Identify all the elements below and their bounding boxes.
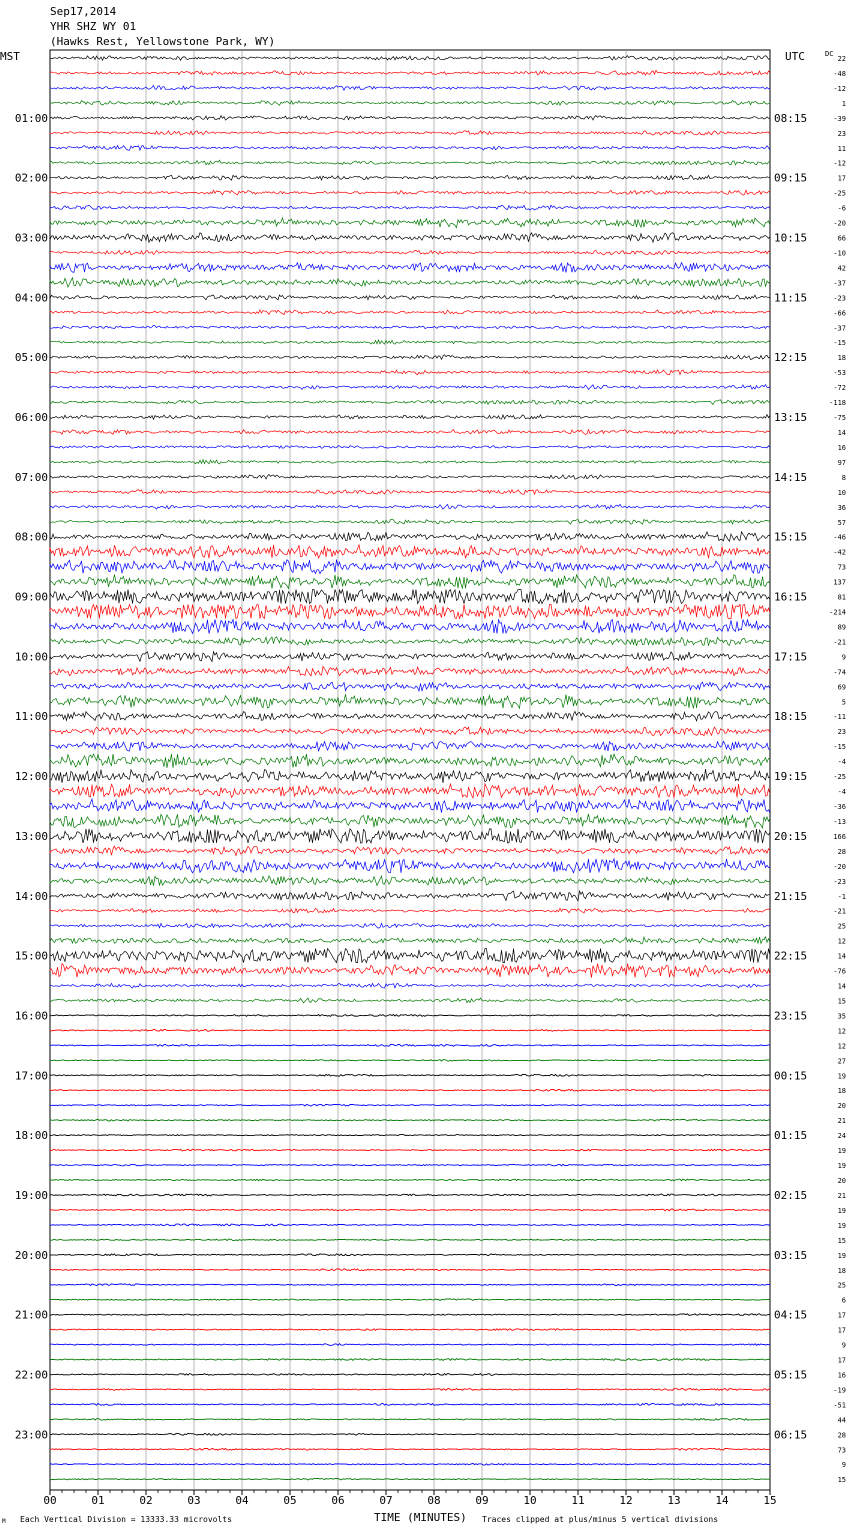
dc-offset-label: 28 (837, 847, 846, 856)
seismic-trace (50, 1269, 770, 1271)
dc-offset-label: 166 (833, 832, 846, 841)
x-tick-label: 03 (187, 1494, 201, 1507)
seismic-trace (50, 190, 770, 195)
dc-offset-label: 14 (837, 952, 846, 961)
seismic-trace (50, 340, 770, 344)
dc-offset-label: -37 (833, 279, 846, 288)
seismic-trace (50, 446, 770, 449)
seismic-trace (50, 1389, 770, 1391)
mst-timezone-label: MST (0, 50, 20, 63)
seismic-trace (50, 218, 770, 228)
seismic-trace (50, 1419, 770, 1421)
x-tick-label: 08 (427, 1494, 441, 1507)
seismic-trace (50, 1045, 770, 1047)
dc-offset-label: 5 (841, 698, 846, 707)
dc-offset-label: 36 (837, 503, 846, 512)
x-tick-label: 09 (475, 1494, 489, 1507)
dc-offset-label: 19 (837, 1206, 846, 1215)
seismic-trace (50, 278, 770, 287)
dc-offset-label: -23 (833, 877, 846, 886)
utc-hour-label: 04:15 (774, 1308, 808, 1322)
seismic-trace (50, 891, 770, 901)
dc-offset-label: -13 (833, 817, 846, 826)
seismic-trace (50, 784, 770, 798)
utc-hour-label: 12:15 (774, 351, 808, 365)
utc-hour-label: 18:15 (774, 710, 808, 724)
dc-offset-label: 14 (837, 982, 846, 991)
seismic-trace (50, 1179, 770, 1181)
seismic-trace (50, 205, 770, 210)
dc-offset-label: 19 (837, 1162, 846, 1171)
mst-hour-label: 22:00 (14, 1368, 48, 1382)
utc-hour-label: 09:15 (774, 171, 808, 185)
dc-offset-label: -36 (833, 803, 846, 811)
seismic-trace (50, 937, 770, 944)
utc-hour-label: 16:15 (774, 590, 808, 604)
x-tick-label: 13 (667, 1494, 681, 1507)
seismic-trace (50, 85, 770, 90)
dc-offset-label: 137 (833, 578, 846, 587)
dc-offset-label: 12 (837, 937, 846, 946)
mst-hour-label: 23:00 (14, 1428, 48, 1442)
dc-offset-label: 18 (837, 1087, 846, 1096)
seismic-trace (50, 637, 770, 646)
seismic-trace (50, 160, 770, 165)
dc-offset-label: -118 (829, 399, 846, 408)
seismic-trace (50, 1448, 770, 1450)
utc-hour-label: 21:15 (774, 889, 808, 903)
dc-offset-label: 22 (837, 55, 846, 63)
utc-hour-label: 10:15 (774, 231, 808, 245)
x-tick-label: 11 (571, 1494, 585, 1507)
seismic-trace (50, 1239, 770, 1241)
utc-hour-label: 15:15 (774, 530, 808, 544)
utc-hour-label: 05:15 (774, 1368, 808, 1382)
seismic-trace (50, 532, 770, 542)
seismic-trace (50, 769, 770, 783)
seismic-trace (50, 1374, 770, 1376)
utc-hour-label: 01:15 (774, 1129, 808, 1143)
dc-offset-label: -20 (833, 862, 846, 871)
dc-offset-label: -4 (837, 788, 846, 797)
dc-offset-label: 23 (837, 129, 846, 138)
dc-offset-label: 81 (837, 593, 846, 602)
seismic-trace (50, 727, 770, 736)
seismic-trace (50, 146, 770, 151)
clip-note: Traces clipped at plus/minus 5 vertical divisions (482, 1515, 719, 1524)
dc-offset-label: -10 (833, 249, 846, 258)
dc-offset-label: -75 (833, 414, 846, 423)
seismic-trace (50, 1299, 770, 1301)
dc-offset-label: -4 (837, 758, 846, 767)
seismic-trace (50, 964, 770, 978)
dc-offset-header: DC (825, 50, 834, 58)
x-tick-label: 02 (139, 1494, 153, 1507)
utc-hour-label: 13:15 (774, 411, 808, 425)
dc-offset-label: 97 (837, 458, 846, 467)
seismic-trace (50, 295, 770, 300)
utc-hour-label: 02:15 (774, 1188, 808, 1202)
dc-offset-label: 25 (837, 1281, 846, 1290)
dc-offset-label: 19 (837, 1072, 846, 1081)
mst-hour-label: 13:00 (14, 829, 48, 843)
dc-offset-label: 57 (837, 518, 846, 527)
x-tick-label: 07 (379, 1494, 393, 1507)
seismic-trace (50, 1404, 770, 1406)
seismic-trace (50, 829, 770, 843)
seismic-trace (50, 1060, 770, 1062)
dc-offset-label: -214 (829, 608, 846, 617)
plot-date: Sep17,2014 (50, 5, 117, 18)
dc-offset-label: 19 (837, 1147, 846, 1156)
seismic-trace (50, 590, 770, 604)
seismic-trace (50, 1359, 770, 1361)
seismic-trace (50, 846, 770, 855)
dc-offset-label: -23 (833, 294, 846, 303)
dc-offset-label: -1 (837, 892, 846, 901)
dc-offset-label: 35 (837, 1012, 846, 1021)
dc-offset-label: 10 (837, 488, 846, 497)
dc-offset-label: 9 (841, 653, 846, 662)
dc-offset-label: -6 (837, 204, 846, 213)
station-location: (Hawks Rest, Yellowstone Park, WY) (50, 35, 276, 48)
dc-offset-label: 73 (837, 563, 846, 572)
dc-offset-label: -21 (833, 638, 846, 647)
dc-offset-label: -25 (833, 773, 846, 782)
x-tick-label: 15 (763, 1494, 777, 1507)
seismic-trace (50, 116, 770, 121)
seismic-trace (50, 415, 770, 420)
dc-offset-label: 12 (837, 1042, 846, 1051)
dc-offset-label: -74 (833, 668, 846, 677)
seismic-trace (50, 998, 770, 1003)
mst-hour-label: 11:00 (14, 710, 48, 724)
seismic-trace (50, 430, 770, 435)
dc-offset-label: 9 (841, 1341, 846, 1350)
dc-offset-label: 18 (837, 1266, 846, 1275)
mst-hour-label: 02:00 (14, 171, 48, 185)
seismic-trace (50, 1224, 770, 1226)
corner-mark: M (2, 1518, 6, 1525)
dc-offset-label: -19 (833, 1386, 846, 1395)
dc-offset-label: 17 (837, 1311, 846, 1320)
dc-offset-label: 44 (837, 1416, 846, 1425)
seismic-trace (50, 652, 770, 662)
seismic-trace (50, 70, 770, 75)
seismic-trace (50, 475, 770, 480)
dc-offset-label: -15 (833, 339, 846, 348)
dc-offset-label: 19 (837, 1251, 846, 1260)
seismic-trace (50, 1314, 770, 1316)
dc-offset-label: 16 (837, 1371, 846, 1380)
x-tick-label: 04 (235, 1494, 249, 1507)
seismic-trace (50, 1135, 770, 1136)
seismic-trace (50, 1030, 770, 1032)
seismic-trace (50, 1074, 770, 1076)
dc-offset-label: 8 (841, 473, 846, 482)
seismic-trace (50, 1344, 770, 1346)
seismic-trace (50, 712, 770, 721)
dc-offset-label: 73 (837, 1446, 846, 1455)
seismic-trace (50, 923, 770, 928)
seismic-trace (50, 131, 770, 135)
dc-offset-label: 24 (837, 1132, 846, 1141)
dc-offset-label: 21 (837, 1191, 846, 1200)
dc-offset-label: 27 (837, 1057, 846, 1066)
mst-hour-label: 06:00 (14, 411, 48, 425)
mst-hour-label: 09:00 (14, 590, 48, 604)
mst-hour-label: 04:00 (14, 291, 48, 305)
seismic-trace (50, 400, 770, 405)
seismic-trace (50, 859, 770, 873)
dc-offset-label: 15 (837, 1476, 846, 1485)
seismic-trace (50, 250, 770, 254)
mst-hour-label: 14:00 (14, 889, 48, 903)
seismic-trace (50, 1149, 770, 1151)
x-tick-label: 06 (331, 1494, 345, 1507)
dc-offset-label: 23 (837, 728, 846, 737)
dc-offset-label: 20 (837, 1177, 846, 1185)
dc-offset-label: -51 (833, 1401, 846, 1410)
seismic-trace (50, 545, 770, 559)
mst-hour-label: 17:00 (14, 1069, 48, 1083)
mst-hour-label: 12:00 (14, 770, 48, 784)
x-axis-title: TIME (MINUTES) (374, 1511, 467, 1524)
seismic-trace (50, 1463, 770, 1465)
utc-hour-label: 23:15 (774, 1009, 808, 1023)
dc-offset-label: -72 (833, 384, 846, 393)
seismic-trace (50, 355, 770, 360)
seismic-trace (50, 682, 770, 691)
dc-offset-label: -20 (833, 219, 846, 228)
mst-hour-label: 16:00 (14, 1009, 48, 1023)
seismic-trace (50, 100, 770, 105)
utc-hour-label: 22:15 (774, 949, 808, 963)
dc-offset-label: -11 (833, 713, 846, 722)
dc-offset-label: -15 (833, 743, 846, 752)
seismic-trace (50, 575, 770, 589)
seismic-trace (50, 814, 770, 828)
seismic-trace (50, 310, 770, 315)
seismic-trace (50, 560, 770, 574)
dc-offset-label: -25 (833, 189, 846, 198)
seismic-trace (50, 1433, 770, 1435)
utc-hour-label: 00:15 (774, 1069, 808, 1083)
seismic-trace (50, 460, 770, 464)
seismic-trace (50, 741, 770, 751)
dc-offset-label: -66 (833, 309, 846, 318)
dc-offset-label: -46 (833, 533, 846, 542)
seismic-trace (50, 370, 770, 375)
x-tick-label: 05 (283, 1494, 297, 1507)
seismic-trace (50, 233, 770, 243)
axis-labels (15, 55, 846, 1507)
dc-offset-label: 9 (841, 1461, 846, 1470)
dc-offset-label: 12 (837, 1027, 846, 1036)
seismic-trace (50, 1119, 770, 1121)
utc-hour-label: 03:15 (774, 1248, 808, 1262)
utc-hour-label: 17:15 (774, 650, 808, 664)
seismic-trace (50, 1209, 770, 1211)
dc-offset-label: 15 (837, 997, 846, 1006)
mst-hour-label: 07:00 (14, 470, 48, 484)
dc-offset-label: -42 (833, 548, 846, 557)
vertical-division-note: Each Vertical Division = 13333.33 microvolts (20, 1515, 232, 1524)
dc-offset-label: 69 (837, 683, 846, 692)
x-tick-label: 12 (619, 1494, 633, 1507)
seismic-trace (50, 1254, 770, 1256)
dc-offset-label: 15 (837, 1236, 846, 1245)
mst-hour-label: 01:00 (14, 111, 48, 125)
utc-hour-label: 11:15 (774, 291, 808, 305)
utc-hour-label: 08:15 (774, 111, 808, 125)
seismic-trace (50, 908, 770, 913)
dc-offset-label: 21 (837, 1117, 846, 1126)
mst-hour-label: 18:00 (14, 1129, 48, 1143)
seismic-trace (50, 1089, 770, 1091)
utc-hour-label: 20:15 (774, 829, 808, 843)
dc-offset-label: -21 (833, 907, 846, 916)
dc-offset-label: -39 (833, 114, 846, 123)
dc-offset-label: 17 (837, 174, 846, 183)
dc-offset-label: 17 (837, 1356, 846, 1365)
seismic-trace (50, 1284, 770, 1286)
dc-offset-label: -53 (833, 369, 846, 378)
dc-offset-label: -12 (833, 84, 846, 93)
trace-lines (50, 56, 770, 1480)
dc-offset-label: 14 (837, 429, 846, 437)
dc-offset-label: 19 (837, 1221, 846, 1230)
mst-hour-label: 19:00 (14, 1188, 48, 1202)
seismic-trace (50, 620, 770, 634)
dc-offset-label: 6 (841, 1296, 846, 1305)
utc-timezone-label: UTC (785, 50, 805, 63)
dc-offset-label: 42 (837, 264, 846, 273)
seismic-trace (50, 1164, 770, 1166)
dc-offset-label: 28 (837, 1431, 846, 1440)
utc-hour-label: 19:15 (774, 770, 808, 784)
dc-offset-label: 18 (837, 354, 846, 363)
dc-offset-label: 11 (837, 144, 846, 153)
seismic-trace (50, 519, 770, 524)
x-tick-label: 10 (523, 1494, 537, 1507)
mst-hour-label: 03:00 (14, 231, 48, 245)
seismic-trace (50, 983, 770, 988)
seismic-trace (50, 876, 770, 886)
seismic-trace (50, 1329, 770, 1331)
seismic-trace (50, 1104, 770, 1106)
seismic-trace (50, 799, 770, 813)
seismic-trace (50, 1478, 770, 1480)
x-tick-label: 01 (91, 1494, 105, 1507)
dc-offset-label: 20 (837, 1102, 846, 1111)
seismic-trace (50, 56, 770, 61)
dc-offset-label: 16 (837, 443, 846, 452)
seismic-trace (50, 175, 770, 180)
dc-offset-label: 1 (841, 99, 846, 108)
x-tick-label: 14 (715, 1494, 729, 1507)
mst-hour-label: 05:00 (14, 351, 48, 365)
x-tick-label: 00 (43, 1494, 57, 1507)
utc-hour-label: 14:15 (774, 470, 808, 484)
dc-offset-label: -37 (833, 324, 846, 333)
seismic-trace (50, 504, 770, 509)
mst-hour-label: 20:00 (14, 1248, 48, 1262)
dc-offset-label: 25 (837, 922, 846, 931)
dc-offset-label: 17 (837, 1326, 846, 1335)
seismic-trace (50, 1015, 770, 1017)
station-code: YHR SHZ WY 01 (50, 20, 137, 33)
mst-hour-label: 10:00 (14, 650, 48, 664)
seismic-trace (50, 694, 770, 708)
mst-hour-label: 15:00 (14, 949, 48, 963)
dc-offset-label: -12 (833, 159, 846, 168)
dc-offset-label: -76 (833, 967, 846, 976)
seismic-trace (50, 949, 770, 963)
dc-offset-label: -48 (833, 69, 846, 78)
seismic-trace (50, 754, 770, 768)
dc-offset-label: 66 (837, 234, 846, 243)
seismic-trace (50, 1194, 770, 1196)
seismic-trace (50, 605, 770, 619)
seismic-trace (50, 263, 770, 273)
mst-hour-label: 08:00 (14, 530, 48, 544)
seismic-trace (50, 667, 770, 676)
seismic-trace (50, 385, 770, 390)
dc-offset-label: 89 (837, 623, 846, 632)
seismic-trace (50, 490, 770, 495)
seismic-trace (50, 325, 770, 328)
mst-hour-label: 21:00 (14, 1308, 48, 1322)
utc-hour-label: 06:15 (774, 1428, 808, 1442)
